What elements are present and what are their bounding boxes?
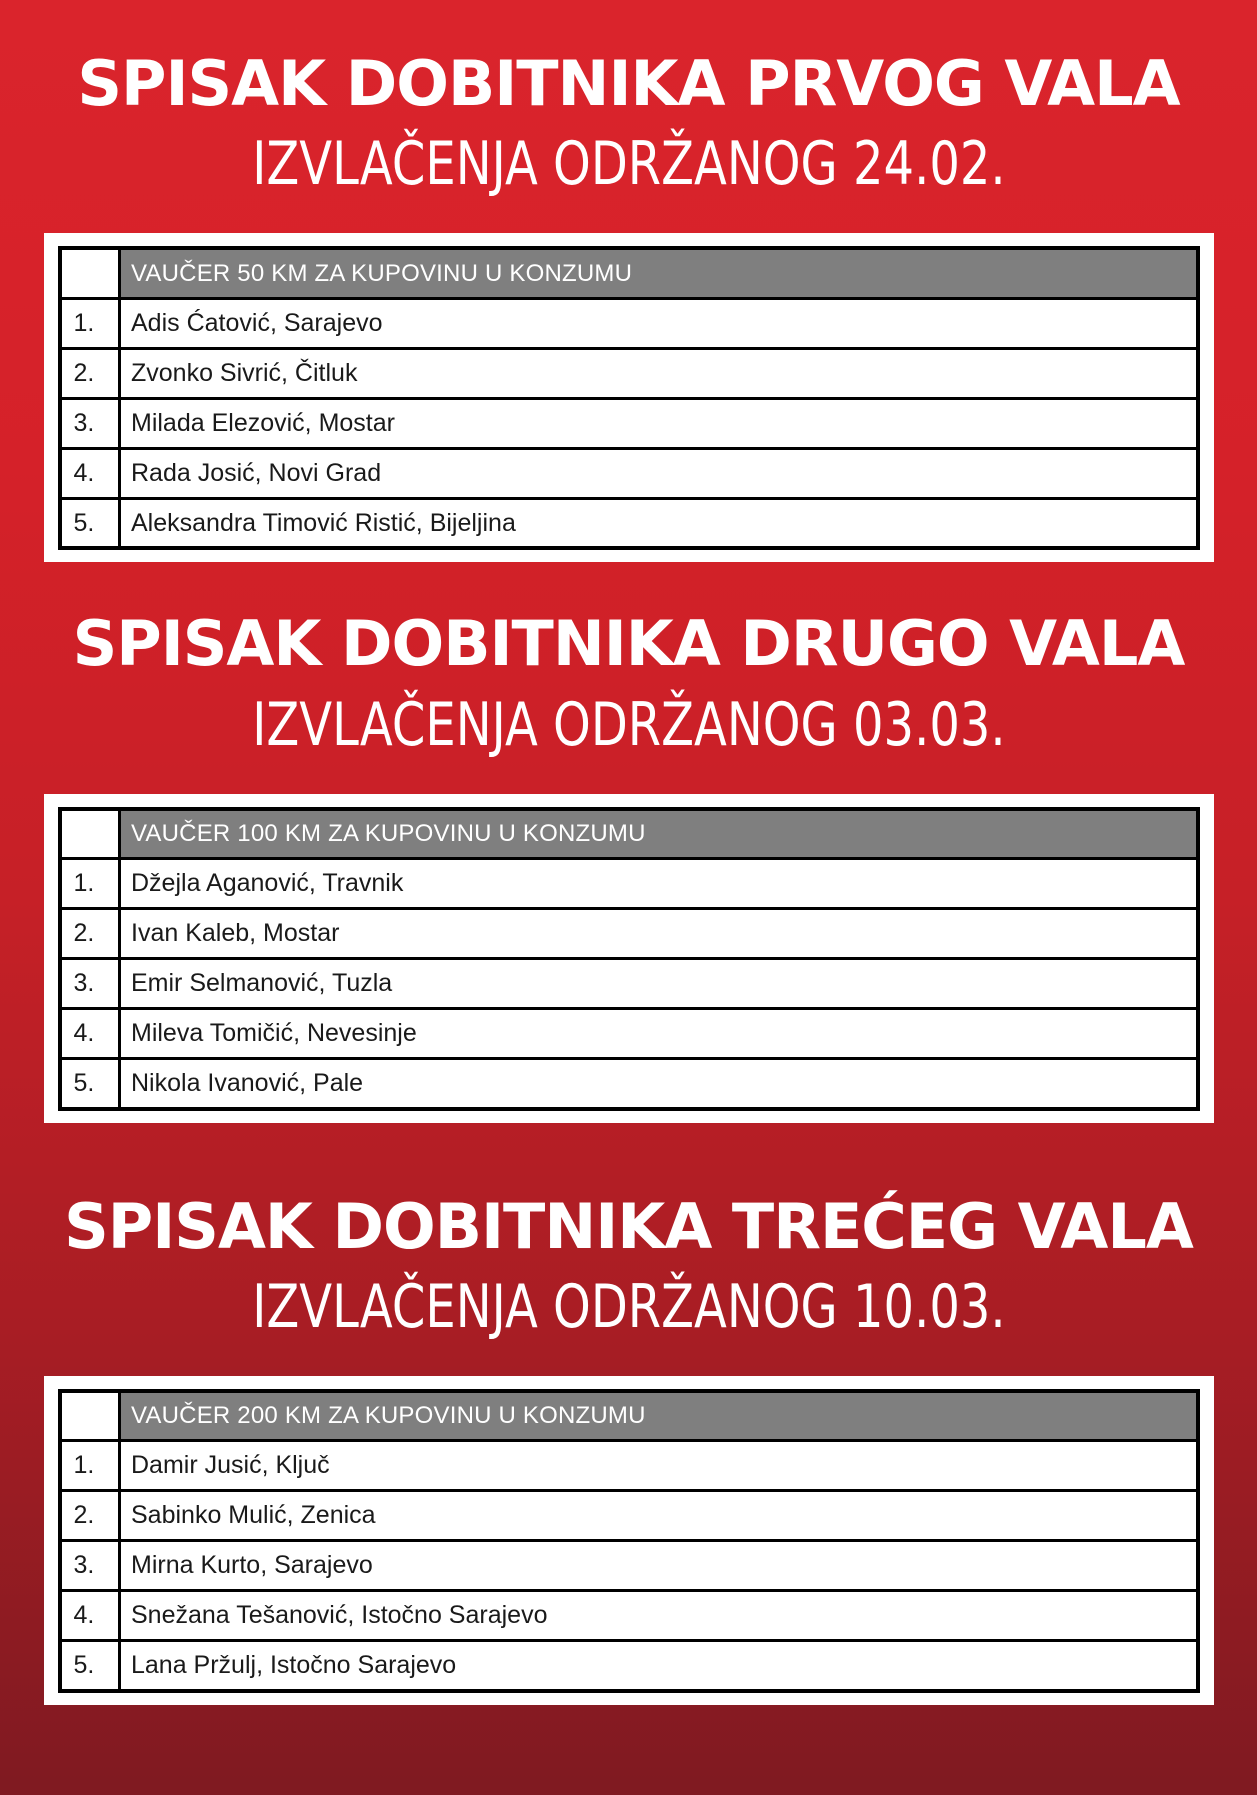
row-number: 4. <box>60 448 120 498</box>
table-row <box>60 959 1198 1009</box>
table-row <box>60 1059 1198 1109</box>
header-empty-cell <box>60 1391 120 1441</box>
row-number: 2. <box>60 909 120 959</box>
winner-name: Sabinko Mulić, Zenica <box>120 1491 1198 1541</box>
row-number: 2. <box>60 1491 120 1541</box>
row-number: 5. <box>60 1059 120 1109</box>
wave-3-title: SPISAK DOBITNIKA TREĆEG VALA <box>64 1189 1193 1263</box>
voucher-header: VAUČER 100 KM ZA KUPOVINU U KONZUMU <box>120 809 1198 859</box>
wave-1-subtitle <box>0 129 1257 200</box>
winner-name: Mirna Kurto, Sarajevo <box>120 1541 1198 1591</box>
row-number: 4. <box>60 1591 120 1641</box>
wave-2-winners-panel <box>44 794 1214 1123</box>
table-row <box>60 1591 1198 1641</box>
winner-name: Rada Josić, Novi Grad <box>120 448 1198 498</box>
wave-3-winners-panel <box>44 1376 1214 1705</box>
winner-name: Emir Selmanović, Tuzla <box>120 959 1198 1009</box>
row-number: 3. <box>60 398 120 448</box>
row-number: 3. <box>60 1541 120 1591</box>
winner-name: Milada Elezović, Mostar <box>120 398 1198 448</box>
winner-name: Aleksandra Timović Ristić, Bijeljina <box>120 498 1198 548</box>
row-number: 1. <box>60 859 120 909</box>
row-number: 1. <box>60 298 120 348</box>
wave-2-subtitle <box>0 689 1257 760</box>
header-empty-cell <box>60 809 120 859</box>
table-row <box>60 1641 1198 1691</box>
wave-section-2 <box>0 562 1257 1122</box>
header-empty-cell <box>60 248 120 298</box>
table-header-row <box>60 1391 1198 1441</box>
row-number: 5. <box>60 1641 120 1691</box>
wave-2-title: SPISAK DOBITNIKA DRUGO VALA <box>72 607 1185 681</box>
wave-2-winners-table <box>58 807 1200 1111</box>
wave-2-subtitle-text: IZVLAČENJA ODRŽANOG 03.03. <box>251 689 1006 760</box>
winner-name: Zvonko Sivrić, Čitluk <box>120 348 1198 398</box>
row-number: 5. <box>60 498 120 548</box>
wave-3-subtitle-text: IZVLAČENJA ODRŽANOG 10.03. <box>251 1271 1006 1342</box>
row-number: 4. <box>60 1009 120 1059</box>
wave-1-title: SPISAK DOBITNIKA PRVOG VALA <box>77 47 1180 120</box>
table-row <box>60 859 1198 909</box>
table-row <box>60 909 1198 959</box>
voucher-header: VAUČER 200 KM ZA KUPOVINU U KONZUMU <box>120 1391 1198 1441</box>
table-row <box>60 1541 1198 1591</box>
wave-1-winners-panel <box>44 233 1214 562</box>
row-number: 1. <box>60 1441 120 1491</box>
table-row <box>60 448 1198 498</box>
winner-name: Snežana Tešanović, Istočno Sarajevo <box>120 1591 1198 1641</box>
table-header-row <box>60 809 1198 859</box>
winner-name: Ivan Kaleb, Mostar <box>120 909 1198 959</box>
table-row <box>60 498 1198 548</box>
winner-name: Nikola Ivanović, Pale <box>120 1059 1198 1109</box>
table-row <box>60 1491 1198 1541</box>
wave-3-subtitle <box>0 1271 1257 1342</box>
row-number: 3. <box>60 959 120 1009</box>
table-header-row <box>60 248 1198 298</box>
winner-name: Džejla Aganović, Travnik <box>120 859 1198 909</box>
table-row <box>60 298 1198 348</box>
table-row <box>60 348 1198 398</box>
winner-name: Adis Ćatović, Sarajevo <box>120 298 1198 348</box>
wave-section-1 <box>0 0 1257 562</box>
row-number: 2. <box>60 348 120 398</box>
wave-1-subtitle-text: IZVLAČENJA ODRŽANOG 24.02. <box>251 129 1006 200</box>
table-row <box>60 1441 1198 1491</box>
winner-name: Lana Pržulj, Istočno Sarajevo <box>120 1641 1198 1691</box>
table-row <box>60 1009 1198 1059</box>
wave-section-3 <box>0 1123 1257 1705</box>
wave-1-winners-table <box>58 246 1200 550</box>
wave-3-winners-table <box>58 1389 1200 1693</box>
table-row <box>60 398 1198 448</box>
winner-name: Damir Jusić, Ključ <box>120 1441 1198 1491</box>
voucher-header: VAUČER 50 KM ZA KUPOVINU U KONZUMU <box>120 248 1198 298</box>
winner-name: Mileva Tomičić, Nevesinje <box>120 1009 1198 1059</box>
